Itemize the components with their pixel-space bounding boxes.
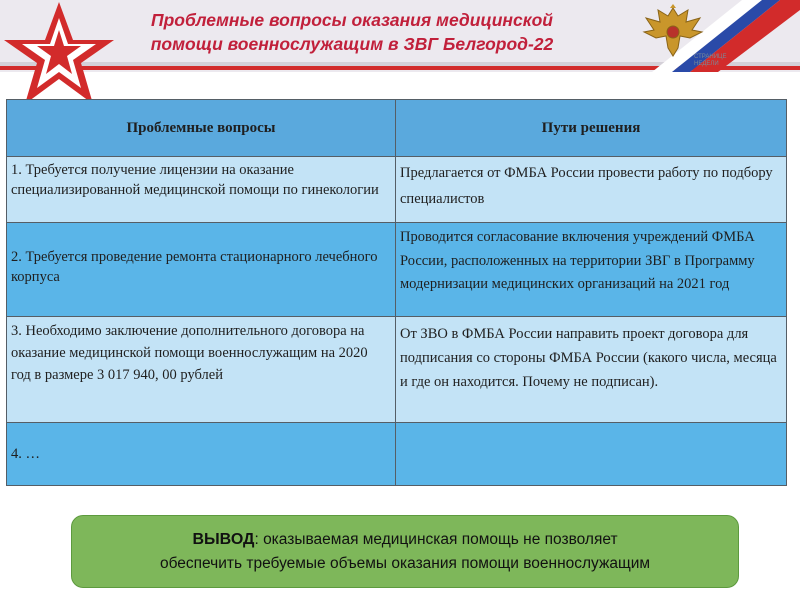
table-row: [7, 423, 787, 486]
title-line-1: Проблемные вопросы оказания медицинской: [151, 10, 553, 30]
problem-cell: [7, 423, 396, 486]
conclusion-label: ВЫВОД: [192, 531, 255, 548]
problem-cell: 3. Необходимо заключение дополнительного договора на оказание медицинской помощи военнослужащим на 2020 год в размере 3 017 940, 00 рублей: [7, 317, 396, 423]
table-header-row: [7, 100, 787, 157]
solution-cell: От ЗВО в ФМБА России направить проект договора для подписания со стороны ФМБА России (какого числа, месяца и где он находится. Почему не подписан).: [396, 317, 787, 423]
conclusion-line-1: [72, 528, 738, 552]
header-problems: Проблемные вопросы: [7, 100, 396, 157]
solution-cell: Проводится согласование включения учреждений ФМБА России, расположенных на территории ЗВГ в Программу модернизации медицинских организаций на 2021 год: [396, 223, 787, 317]
table-row: [7, 317, 787, 423]
page-title: [112, 8, 592, 56]
table-row: [7, 157, 787, 223]
emblem-caption: СТРАНИЦЕ НЕДЕЛИ: [694, 54, 727, 67]
table-row: [7, 223, 787, 317]
conclusion-text-1: : оказываемая медицинская помощь не позволяет: [254, 531, 618, 548]
conclusion-text-2: обеспечить требуемые объемы оказания помощи военнослужащим: [159, 555, 651, 572]
header-solutions: Пути решения: [396, 100, 787, 157]
conclusion-box: [71, 515, 739, 588]
issues-table: [6, 99, 786, 486]
problem-cell: [7, 223, 396, 317]
solution-cell: Предлагается от ФМБА России провести работу по подбору специалистов: [396, 157, 787, 223]
problem-text: 4. …: [11, 446, 40, 462]
problem-cell: 1. Требуется получение лицензии на оказание специализированной медицинской помощи по гинекологии: [7, 157, 396, 223]
problem-text: 2. Требуется проведение ремонта стационарного лечебного корпуса: [11, 249, 378, 285]
solution-cell: [396, 423, 787, 486]
red-star-icon: [0, 0, 118, 110]
title-line-2: помощи военнослужащим в ЗВГ Белгород-22: [150, 34, 554, 54]
